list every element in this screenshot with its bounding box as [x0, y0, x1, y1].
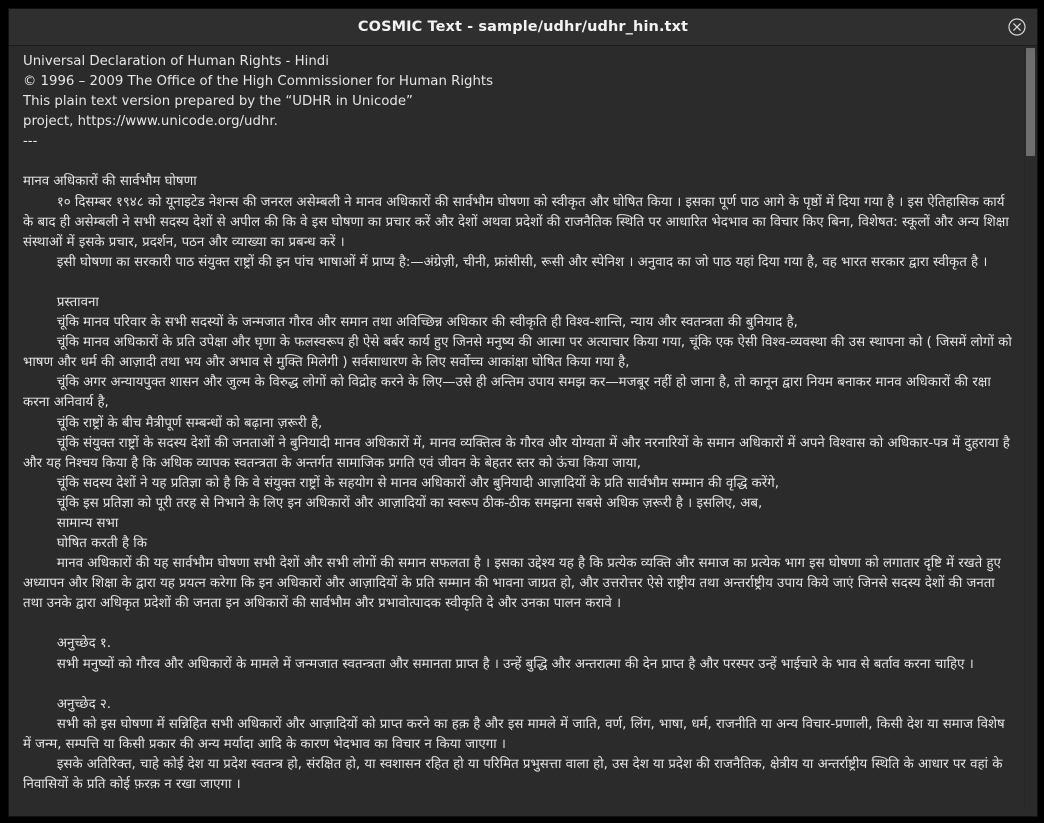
- text-line: इसके अतिरिक्त, चाहे कोई देश या प्रदेश स्वतन्त्र हो, संरक्षित हो, या स्वशासन रहित हो या परिमित प्रभुसत्ता वाला हो, उस देश या प्रदेश की राजनैतिक, क्षेत्रीय या अन्तर्राष्ट्रीय स्थिति के आधार पर वहां के निवासियों के प्रति कोई फ़रक़ न रखा जाएगा ।: [23, 756, 1007, 792]
- text-line: This plain text version prepared by the “UDHR in Unicode”: [23, 94, 413, 110]
- text-line: चूंकि अगर अन्यायपुक्त शासन और जुल्म के विरुद्ध लोगों को विद्रोह करने के लिए—उसे ही अन्तिम उपाय समझ कर—मजबूर नहीं हो जाना है, तो कानून द्वारा नियम बनाकर मानव अधिकारों की रक्षा करना अनिवार्य है,: [23, 375, 995, 411]
- status-strip: [9, 808, 1037, 816]
- document-text[interactable]: [9, 46, 1024, 808]
- text-line: चूंकि मानव अधिकारों के प्रति उपेक्षा और घृणा के फलस्वरूप ही ऐसे बर्बर कार्य हुए जिनसे मनुष्य की आत्मा पर अत्याचार किया गया, चूंकि एक ऐसी विश्व-व्यवस्था की उस स्थापना को ( जिसमें लोगों को भाषण और धर्म की आज़ादी तथा भय और अभाव से मुक्ति मिलेगी ) सर्वसाधारण के लिए सर्वोच्च आकांक्षा घोषित किया गया है,: [23, 335, 1017, 371]
- window-titlebar[interactable]: [9, 9, 1037, 46]
- text-line: घोषित करती है कि: [23, 536, 147, 552]
- text-line: [23, 614, 1012, 634]
- text-line: project, https://www.unicode.org/udhr.: [23, 114, 278, 130]
- editor-content-area[interactable]: [9, 46, 1037, 808]
- scrollbar-thumb[interactable]: [1026, 48, 1035, 156]
- text-line: चूंकि सदस्य देशों ने यह प्रतिज्ञा को है कि वे संयुक्त राष्ट्रों के सहयोग से मानव अधिकारों और बुनियादी आज़ादियों के प्रति सार्वभौम सम्मान की वृद्धि करेंगे,: [23, 475, 779, 491]
- text-line: प्रस्तावना: [23, 294, 99, 310]
- text-line: © 1996 – 2009 The Office of the High Commissioner for Human Rights: [23, 74, 494, 90]
- text-line: चूंकि मानव परिवार के सभी सदस्यों के जन्मजात गौरव और समान तथा अविच्छिन्न अधिकार की स्वीकृति ही विश्व-शान्ति, न्याय और स्वतन्त्रता की बुनियाद है,: [23, 315, 798, 331]
- text-line: इसी घोषणा का सरकारी पाठ संयुक्त राष्ट्रों की इन पांच भाषाओं में प्राप्य है:—अंग्रेज़ी, चीनी, फ्रांसीसी, रूसी और स्पेनिश । अनुवाद का जो पाठ यहां दिया गया है, वह भारत सरकार द्वारा स्वीकृत है ।: [23, 254, 988, 270]
- text-line: ---: [23, 134, 38, 150]
- text-line: अनुच्छेद १.: [23, 636, 112, 652]
- close-icon[interactable]: [1007, 17, 1027, 37]
- vertical-scrollbar[interactable]: [1024, 46, 1037, 808]
- text-line: [23, 675, 1012, 695]
- text-line: मानव अधिकारों की सार्वभौम घोषणा: [23, 174, 197, 190]
- text-line: सभी मनुष्यों को गौरव और अधिकारों के मामले में जन्मजात स्वतन्त्रता और समानता प्राप्त है । उन्हें बुद्धि और अन्तरात्मा की देन प्राप्त है और परस्पर उन्हें भाईचारे के भाव से बर्ताव करना चाहिए ।: [23, 656, 974, 672]
- text-line: चूंकि इस प्रतिज्ञा को पूरी तरह से निभाने के लिए इन अधिकारों और आज़ादियों का स्वरूप ठीक-ठीक समझना सबसे अधिक ज़रूरी है । इसलिए, अब,: [23, 495, 763, 511]
- text-editor-window: [8, 8, 1038, 817]
- text-line: चूंकि संयुक्त राष्ट्रों के सदस्य देशों की जनताओं ने बुनियादी मानव अधिकारों में, मानव व्यक्तित्व के गौरव और योग्यता में और नरनारियों के समान अधिकारों में अपने विश्वास को अधिकार-पत्र में दुहराया है और यह निश्चय किया है कि अधिक व्यापक स्वतन्त्रता के अन्तर्गत सामाजिक प्रगति एवं जीवन के बेहतर स्तर को ऊंचा किया जाया,: [23, 435, 1015, 471]
- window-title: COSMIC Text - sample/udhr/udhr_hin.txt: [357, 19, 689, 35]
- text-line: सभी को इस घोषणा में सन्निहित सभी अधिकारों और आज़ादियों को प्राप्त करने का हक़ है और इस मामले में जाति, वर्ण, लिंग, भाषा, धर्म, राजनीति या अन्य विचार-प्रणाली, किसी देश या समाज विशेष में जन्म, सम्पत्ति या किसी प्रकार की अन्य मर्यादा आदि के कारण भेदभाव का विचार न किया जाएगा ।: [23, 716, 1009, 752]
- text-line: सामान्य सभा: [23, 515, 119, 531]
- text-line: Universal Declaration of Human Rights - Hindi: [23, 54, 329, 69]
- text-line: [23, 152, 1012, 172]
- text-line: चूंकि राष्ट्रों के बीच मैत्रीपूर्ण सम्बन्धों को बढ़ाना ज़रूरी है,: [23, 415, 323, 431]
- text-line: मानव अधिकारों की यह सार्वभौम घोषणा सभी देशों और सभी लोगों की समान सफलता है । इसका उद्देश्य यह है कि प्रत्येक व्यक्ति और समाज का प्रत्येक भाग इस घोषणा को लगातार दृष्टि में रखते हुए अध्यापन और शिक्षा के द्वारा यह प्रयत्न करेगा कि इन अधिकारों और आज़ादियों के प्रति सम्मान की भावना जाग्रत हो, और उत्तरोत्तर ऐसे राष्ट्रीय तथा अन्तर्राष्ट्रीय उपाय किये जाएं जिनसे सदस्य देशों की जनता तथा उनके द्वारा अधिकृत प्रदेशों की जनता इन अधिकारों की सार्वभौम और प्रभावोत्पादक स्वीकृति दे और उनका पालन करावे ।: [23, 556, 1006, 612]
- text-line: अनुच्छेद २.: [23, 696, 112, 712]
- text-line: [23, 273, 1012, 293]
- text-line: १० दिसम्बर १९४८ को यूनाइटेड नेशन्स की जनरल असेम्बली ने मानव अधिकारों की सार्वभौम घोषणा को स्वीकृत और घोषित किया । इसका पूर्ण पाठ आगे के पृष्ठों में दिया गया है । इस ऐतिहासिक कार्य के बाद ही असेम्बली ने सभी सदस्य देशों से अपील की कि वे इस घोषणा का प्रचार करें और देशों अथवा प्रदेशों की राजनैतिक स्थिति पर आधारित भेदभाव का विचार किए बिना, विशेषत: स्कूलों और अन्य शिक्षा संस्थाओं में इसके प्रचार, प्रदर्शन, पठन और व्याख्या का प्रबन्ध करें ।: [23, 194, 1014, 250]
